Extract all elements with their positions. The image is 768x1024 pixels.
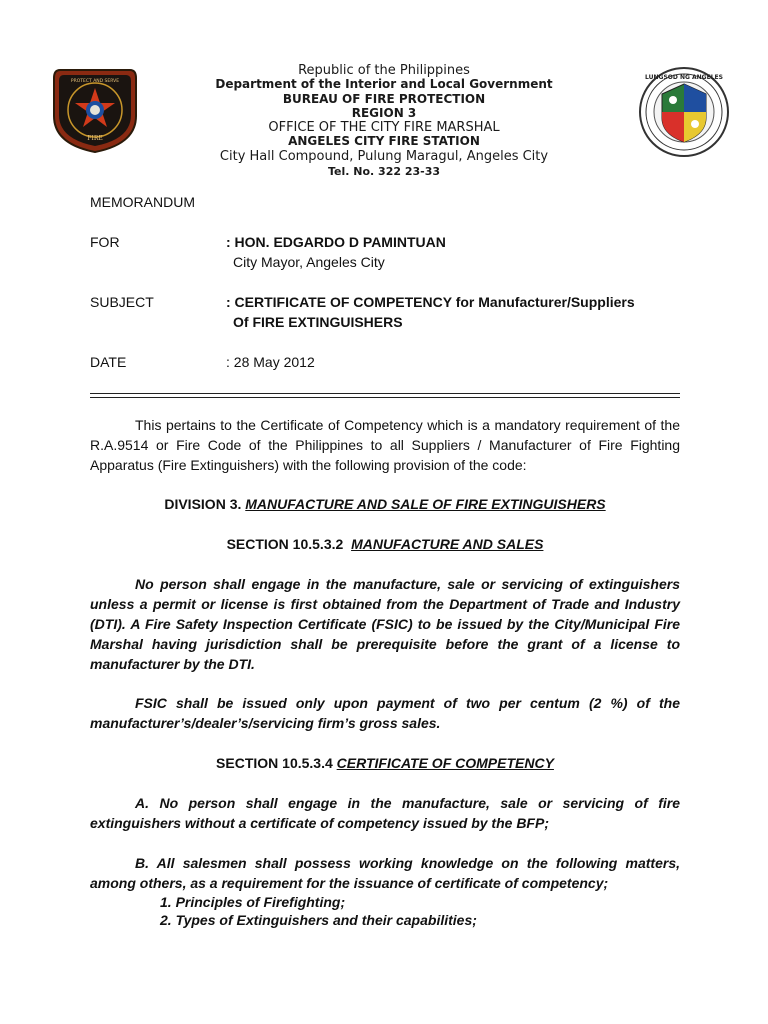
section-2-heading <box>90 753 680 773</box>
for-position: City Mayor, Angeles City <box>233 254 385 270</box>
section-1-title: MANUFACTURE AND SALES <box>351 536 544 552</box>
letterhead-office: OFFICE OF THE CITY FIRE MARSHAL <box>268 120 500 135</box>
letterhead-station: ANGELES CITY FIRE STATION <box>288 134 480 148</box>
letterhead-department: Department of the Interior and Local Government <box>215 77 553 91</box>
header-divider-top <box>90 393 680 394</box>
svg-text:PROTECT AND SERVE: PROTECT AND SERVE <box>70 79 120 84</box>
letterhead-address: City Hall Compound, Pulung Maragul, Angeles City <box>219 149 549 164</box>
letterhead-bureau: BUREAU OF FIRE PROTECTION <box>282 92 486 106</box>
for-name: : HON. EDGARDO D PAMINTUAN <box>226 234 446 250</box>
letterhead-country: Republic of the Philippines <box>298 63 470 78</box>
for-label: FOR <box>90 234 120 250</box>
section-2-title: CERTIFICATE OF COMPETENCY <box>336 755 554 771</box>
section-1-label: SECTION 10.5.3.2 <box>226 536 344 552</box>
division-title: MANUFACTURE AND SALE OF FIRE EXTINGUISHERS <box>245 496 606 512</box>
subject-label: SUBJECT <box>90 294 154 310</box>
subject-line-1: : CERTIFICATE OF COMPETENCY for Manufacturer/Suppliers <box>226 294 635 310</box>
memo-title: MEMORANDUM <box>90 194 195 210</box>
letterhead-region: REGION 3 <box>351 106 417 120</box>
section-2-label: SECTION 10.5.3.4 <box>216 755 333 771</box>
date-value: : 28 May 2012 <box>226 354 315 370</box>
header-divider-bottom <box>90 397 680 398</box>
section-1-paragraph-2: FSIC shall be issued only upon payment of two per centum (2 %) of the manufacturer’s/dealer’s/servicing firm’s gross sales. <box>90 695 680 731</box>
section-2-paragraph-a: A. No person shall engage in the manufacture, sale or servicing of fire extinguishers without a certificate of competency issued by the BFP; <box>90 795 680 831</box>
letterhead-telephone: Tel. No. 322 23-33 <box>327 165 441 178</box>
division-label: DIVISION 3. <box>164 496 242 512</box>
section-1-paragraph-1: No person shall engage in the manufacture, sale or servicing of extinguishers unless a permit or license is first obtained from the Department of Trade and Industry (DTI). A Fire Safety Inspection Certificate (FSIC) to be issued by the City/Municipal Fire Marshal having jurisdiction shall be prerequisite before the grant of a license to manufacturer by the DTI. <box>90 576 680 672</box>
svg-text:LUNGSOD NG ANGELES: LUNGSOD NG ANGELES <box>645 74 723 81</box>
section-1-heading <box>90 534 680 554</box>
list-item: 1. Principles of Firefighting; <box>160 894 346 910</box>
section-2-paragraph-b: B. All salesmen shall possess working knowledge on the following matters, among others, as a requirement for the issuance of certificate of competency; <box>90 855 680 891</box>
svg-text:FIRE: FIRE <box>87 135 103 142</box>
intro-paragraph: This pertains to the Certificate of Competency which is a mandatory requirement of the R.A.9514 or Fire Code of the Philippines to all Suppliers / Manufacturer of Fire Fighting Apparatus (Fire Extinguishers) with the following provision of the code: <box>90 417 680 473</box>
division-heading <box>90 494 680 514</box>
list-item: 2. Types of Extinguishers and their capabilities; <box>160 912 477 928</box>
date-label: DATE <box>90 354 127 370</box>
subject-line-2: Of FIRE EXTINGUISHERS <box>233 314 403 330</box>
